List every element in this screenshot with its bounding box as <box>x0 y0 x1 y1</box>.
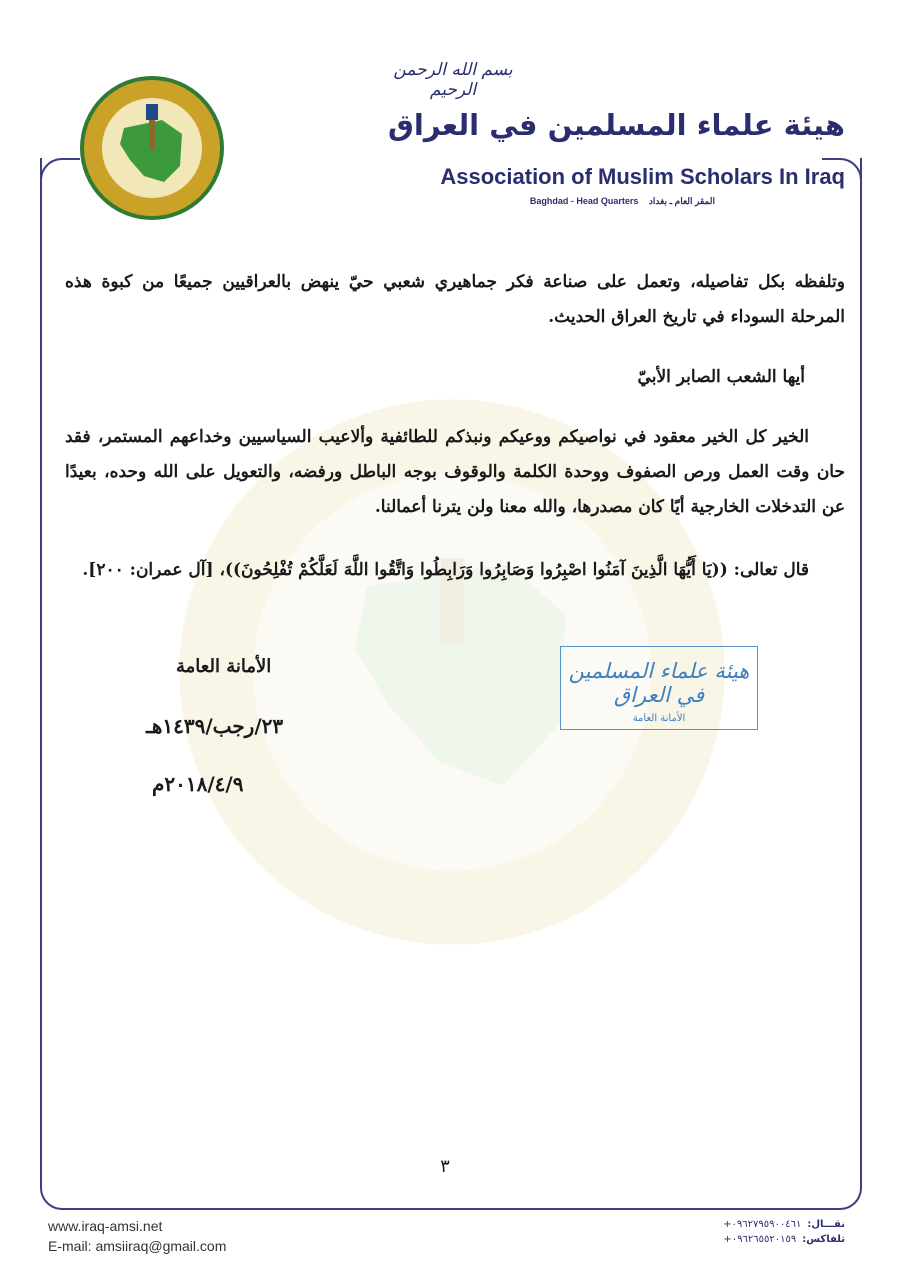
fax-label: تلفاكس: <box>802 1234 845 1245</box>
signature-title: الأمانة العامة <box>176 656 272 677</box>
phone-number: ٠٩٦٢٧٩٥٩٠٠٤٦١+ <box>723 1219 802 1230</box>
paragraph-3-quran-verse <box>65 553 845 588</box>
basmala-calligraphy: بسم الله الرحمن الرحيم <box>393 60 513 100</box>
paragraph-1: وتلفظه بكل تفاصيله، وتعمل على صناعة فكر جماهيري شعبي حيّ ينهض بالعراقيين جميعًا من كبوة هذه المرحلة السوداء في تاريخ العراق الحديث. <box>65 272 845 327</box>
phone-label: نقـــال: <box>807 1219 845 1230</box>
paragraph-2 <box>65 420 845 525</box>
date-hijri: ٢٣/رجب/١٤٣٩هـ <box>146 714 284 738</box>
date-gregorian: ٢٠١٨/٤/٩م <box>152 772 244 796</box>
page-number: ٣ <box>440 1156 450 1177</box>
footer-phone <box>723 1219 845 1230</box>
paragraph-3-text: قال تعالى: ((يَا أَيُّهَا الَّذِينَ آمَنُوا اصْبِرُوا وَصَابِرُوا وَرَابِطُوا وَاتَّقُوا اللَّهَ لَعَلَّكُمْ تُفْلِحُونَ))، [آل عمران: ٢٠٠]. <box>82 560 809 580</box>
footer-fax <box>723 1234 845 1245</box>
hq-line <box>522 196 715 207</box>
official-stamp <box>560 646 758 730</box>
paragraph-2-text: الخير كل الخير معقود في نواصيكم ووعيكم ونبذكم للطائفية وألاعيب السياسيين وخداعهم المستمر، فقد حان وقت العمل ورص الصفوف ووحدة الكلمة والوقوف بوجه الباطل ورفضه، والتعويل على الله وحده، بعيدًا عن التدخلات الخارجية أيًا كان مصدرها، والله معنا ولن يترنا أعمالنا. <box>65 427 845 517</box>
footer-email[interactable]: E-mail: amsiiraq@gmail.com <box>48 1238 227 1254</box>
stamp-caption: الأمانة العامة <box>632 713 686 724</box>
stamp-calligraphy: هيئة علماء المسلمين في العراق <box>568 659 750 707</box>
org-name-arabic: هيئة علماء المسلمين في العراق <box>388 108 845 142</box>
hq-arabic: المقر العام ـ بغداد <box>648 196 715 206</box>
hq-english: Baghdad - Head Quarters <box>529 196 639 206</box>
fax-number: ٠٩٦٢٦٥٥٢٠١٥٩+ <box>723 1234 797 1245</box>
footer-website[interactable]: www.iraq-amsi.net <box>48 1218 163 1234</box>
address-line: أيها الشعب الصابر الأبيّ <box>637 367 805 387</box>
org-logo <box>78 74 226 222</box>
org-name-english: Association of Muslim Scholars In Iraq <box>440 164 845 189</box>
